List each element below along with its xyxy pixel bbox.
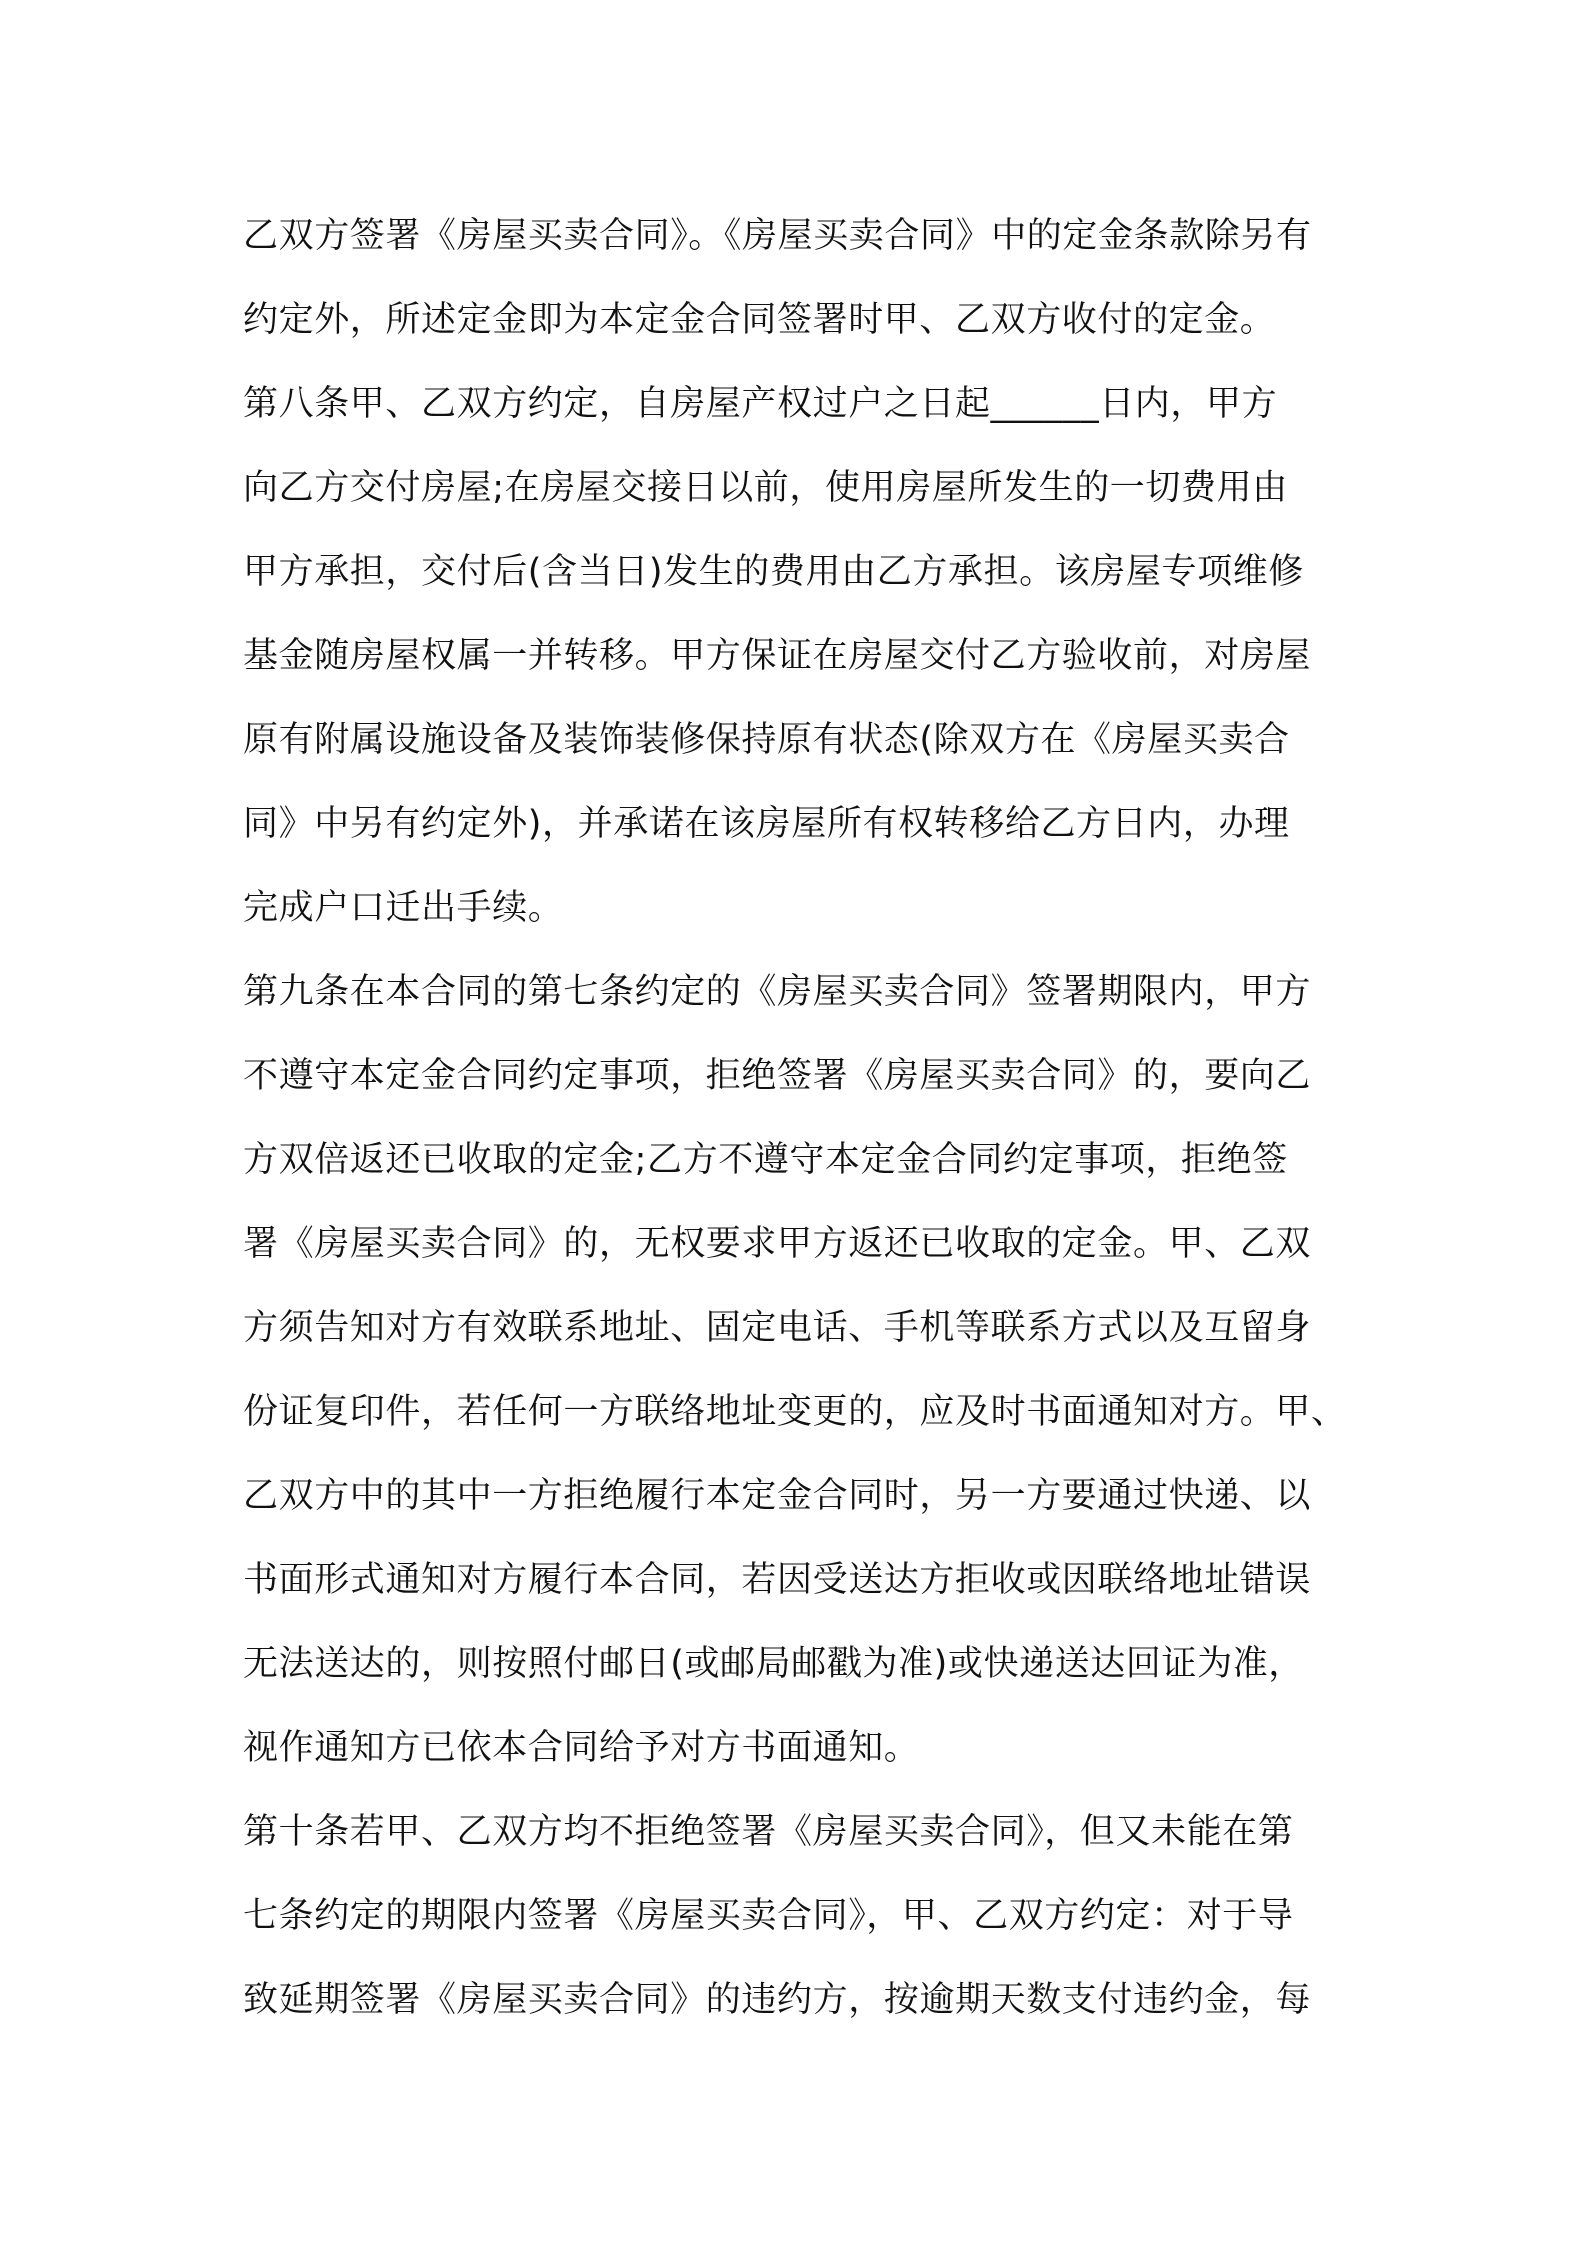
text-line: 第九条在本合同的第七条约定的《房屋买卖合同》签署期限内，甲方 bbox=[243, 972, 1312, 1012]
text-line: 甲方承担，交付后(含当日)发生的费用由乙方承担。该房屋专项维修 bbox=[243, 552, 1304, 592]
text-line: 基金随房屋权属一并转移。甲方保证在房屋交付乙方验收前，对房屋 bbox=[243, 636, 1312, 676]
text-line: 原有附属设施设备及装饰装修保持原有状态(除双方在《房屋买卖合 bbox=[243, 720, 1290, 760]
text-line: 第八条甲、乙双方约定，自房屋产权过户之日起______日内，甲方 bbox=[243, 384, 1278, 424]
text-line: 署《房屋买卖合同》的，无权要求甲方返还已收取的定金。甲、乙双 bbox=[243, 1224, 1312, 1264]
contract-text bbox=[243, 194, 1353, 2042]
text-line: 视作通知方已依本合同给予对方书面通知。 bbox=[243, 1728, 920, 1768]
text-line: 乙双方中的其中一方拒绝履行本定金合同时，另一方要通过快递、以 bbox=[243, 1476, 1312, 1516]
text-line: 乙双方签署《房屋买卖合同》。《房屋买卖合同》中的定金条款除另有 bbox=[243, 216, 1312, 256]
text-line: 份证复印件，若任何一方联络地址变更的，应及时书面通知对方。甲、 bbox=[243, 1392, 1347, 1432]
text-line: 向乙方交付房屋;在房屋交接日以前，使用房屋所发生的一切费用由 bbox=[243, 468, 1288, 508]
text-line: 第十条若甲、乙双方均不拒绝签署《房屋买卖合同》，但又未能在第 bbox=[243, 1812, 1294, 1852]
text-line: 书面形式通知对方履行本合同，若因受送达方拒收或因联络地址错误 bbox=[243, 1560, 1312, 1600]
text-line: 致延期签署《房屋买卖合同》的违约方，按逾期天数支付违约金，每 bbox=[243, 1980, 1312, 2020]
text-line: 不遵守本定金合同约定事项，拒绝签署《房屋买卖合同》的，要向乙 bbox=[243, 1056, 1312, 1096]
text-line: 七条约定的期限内签署《房屋买卖合同》，甲、乙双方约定：对于导 bbox=[243, 1896, 1294, 1936]
text-line: 方双倍返还已收取的定金;乙方不遵守本定金合同约定事项，拒绝签 bbox=[243, 1140, 1288, 1180]
text-line: 无法送达的，则按照付邮日(或邮局邮戳为准)或快递送达回证为准， bbox=[243, 1644, 1304, 1684]
text-line: 同》中另有约定外)，并承诺在该房屋所有权转移给乙方日内，办理 bbox=[243, 804, 1290, 844]
text-line: 完成户口迁出手续。 bbox=[243, 888, 564, 928]
text-line: 约定外，所述定金即为本定金合同签署时甲、乙双方收付的定金。 bbox=[243, 300, 1276, 340]
text-line: 方须告知对方有效联系地址、固定电话、手机等联系方式以及互留身 bbox=[243, 1308, 1312, 1348]
